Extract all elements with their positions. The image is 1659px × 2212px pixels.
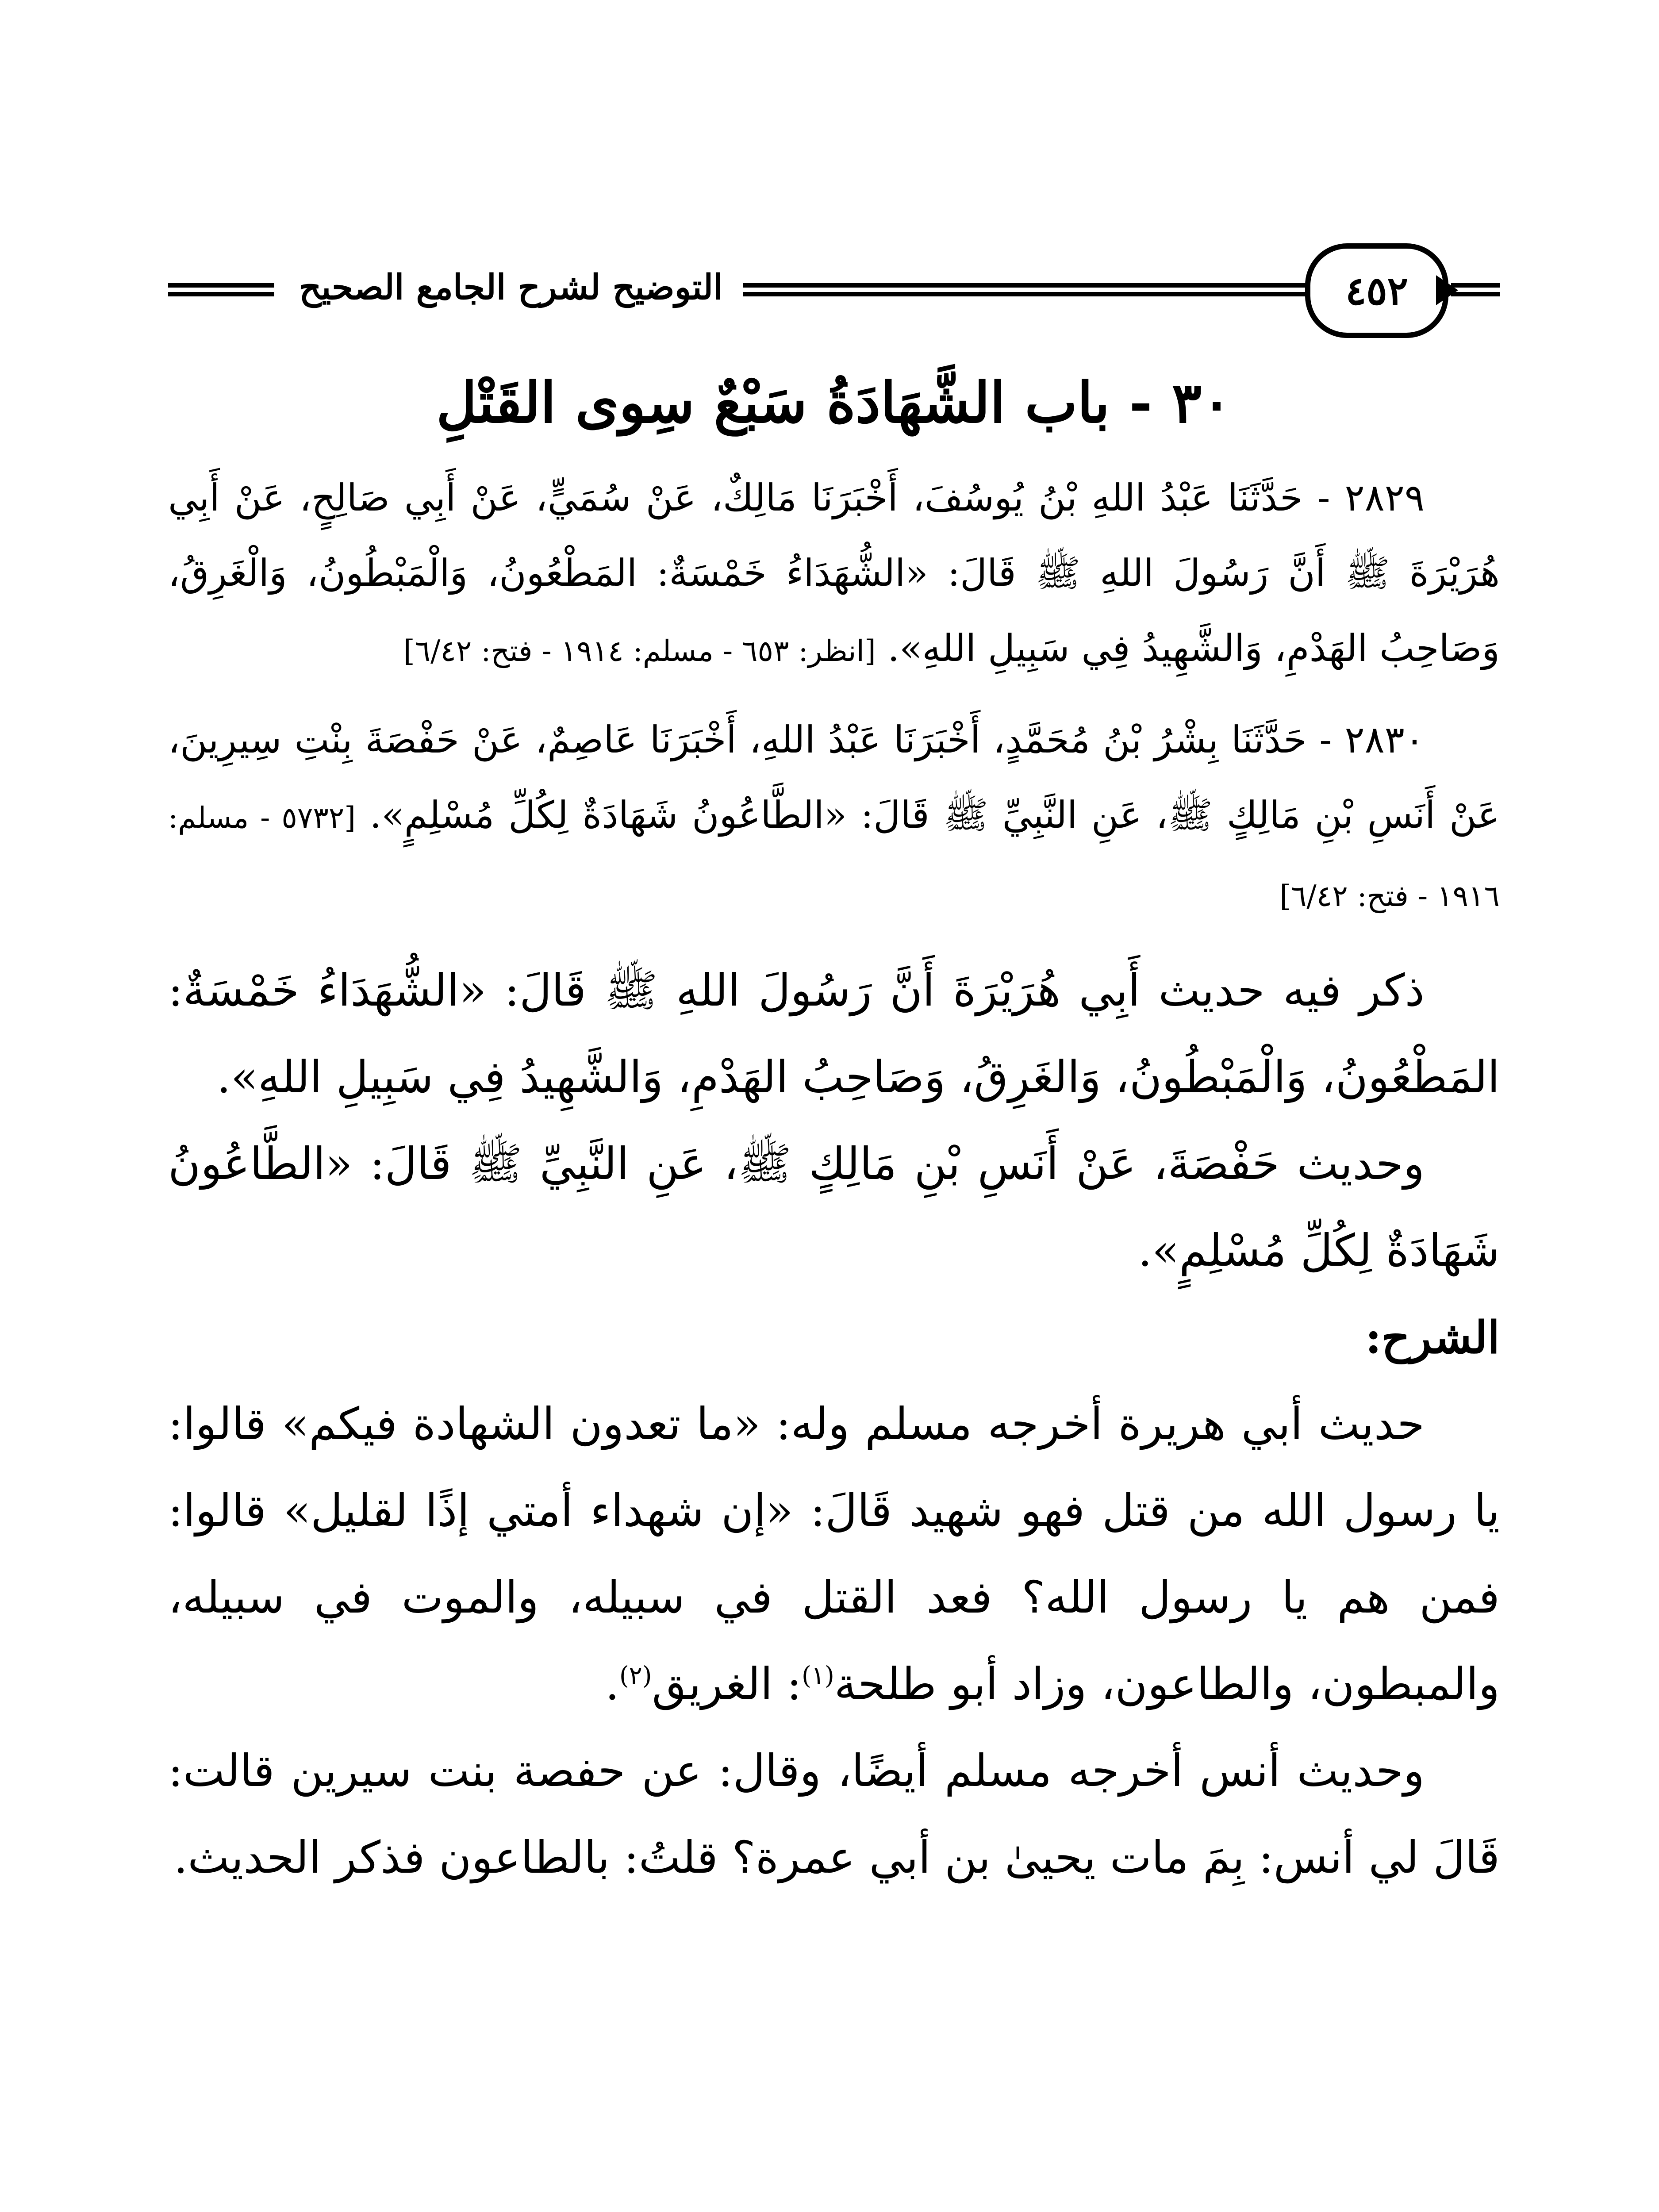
header-rule-right — [743, 283, 1394, 296]
footnote-ref-2[interactable]: (٢) — [619, 1661, 652, 1690]
hadith-2830 — [168, 702, 1500, 934]
page-number: ٤٥٢ — [1305, 243, 1448, 338]
sharh-paragraph: وحديث أنس أخرجه مسلم أيضًا، وقال: عن حفصة بنت سيرين قالت: قَالَ لي أنس: بِمَ مات يحيىٰ بن أبي عمرة؟ قلتُ: بالطاعون فذكر الحديث. — [168, 1745, 1500, 1883]
running-header — [168, 239, 1500, 336]
hadith-text: ٢٨٣٠ - حَدَّثَنَا بِشْرُ بْنُ مُحَمَّدٍ، أَخْبَرَنَا عَبْدُ اللهِ، أَخْبَرَنَا عَاصِمٌ، عَنْ حَفْصَةَ بِنْتِ سِيرِينَ، عَنْ أَنَسِ بْنِ مَالِكٍ ﷺ، عَنِ النَّبِيِّ ﷺ قَالَ: «الطَّاعُونُ شَهَادَةٌ لِكُلِّ مُسْلِمٍ». — [168, 718, 1500, 837]
sharh-heading: الشرح: — [1365, 1311, 1500, 1363]
hadith-reference: [٥٧٣٢ - مسلم: ١٩١٦ - فتح: ٦/٤٢] — [168, 801, 1500, 913]
hadith-reference: [انظر: ٦٥٣ - مسلم: ١٩١٤ - فتح: ٦/٤٢] — [403, 634, 876, 668]
intro-paragraph: ذكر فيه حديث أَبِي هُرَيْرَةَ أَنَّ رَسُولَ اللهِ ﷺ قَالَ: «الشُّهَدَاءُ خَمْسَةٌ: المَطْعُونُ، وَالْمَبْطُونُ، وَالغَرِقُ، وَصَاحِبُ الهَدْمِ، وَالشَّهِيدُ فِي سَبِيلِ اللهِ». — [168, 964, 1500, 1103]
footnote-ref-1[interactable]: (١) — [802, 1661, 834, 1690]
intro-paragraph: وحديث حَفْصَةَ، عَنْ أَنَسِ بْنِ مَالِكٍ ﷺ، عَنِ النَّبِيِّ ﷺ قَالَ: «الطَّاعُونُ شَهَادَةٌ لِكُلِّ مُسْلِمٍ». — [168, 1138, 1500, 1276]
header-rule-tail — [1451, 283, 1500, 296]
main-text — [168, 354, 1500, 2212]
sharh-paragraph — [168, 1381, 1500, 1728]
running-title: التوضيح لشرح الجامع الصحيح — [299, 267, 723, 307]
sharh-text: . — [605, 1658, 619, 1710]
sharh-text: حديث أبي هريرة أخرجه مسلم وله: «ما تعدون الشهادة فيكم» قالوا: يا رسول الله من قتل فهو شهيد قَالَ: «إن شهداء أمتي إذًا لقليل» قالوا: فمن هم يا رسول الله؟ فعد القتل في سبيله، والموت في سبيله، والمبطون، والطاعون، وزاد أبو طلحة — [168, 1398, 1500, 1710]
hadith-2829 — [168, 460, 1500, 689]
header-rule-left — [168, 283, 274, 296]
sharh-text: : الغريق — [652, 1658, 802, 1710]
chapter-title: ٣٠ - باب الشَّهَادَةُ سَبْعٌ سِوى القَتْلِ — [436, 370, 1232, 435]
hadith-text: ٢٨٢٩ - حَدَّثَنَا عَبْدُ اللهِ بْنُ يُوسُفَ، أَخْبَرَنَا مَالِكٌ، عَنْ سُمَيٍّ، عَنْ أَبِي صَالِحٍ، عَنْ أَبِي هُرَيْرَةَ ﷺ أَنَّ رَسُولَ اللهِ ﷺ قَالَ: «الشُّهَدَاءُ خَمْسَةٌ: المَطْعُونُ، وَالْمَبْطُونُ، وَالْغَرِقُ، وَصَاحِبُ الهَدْمِ، وَالشَّهِيدُ فِي سَبِيلِ اللهِ». — [168, 476, 1500, 670]
